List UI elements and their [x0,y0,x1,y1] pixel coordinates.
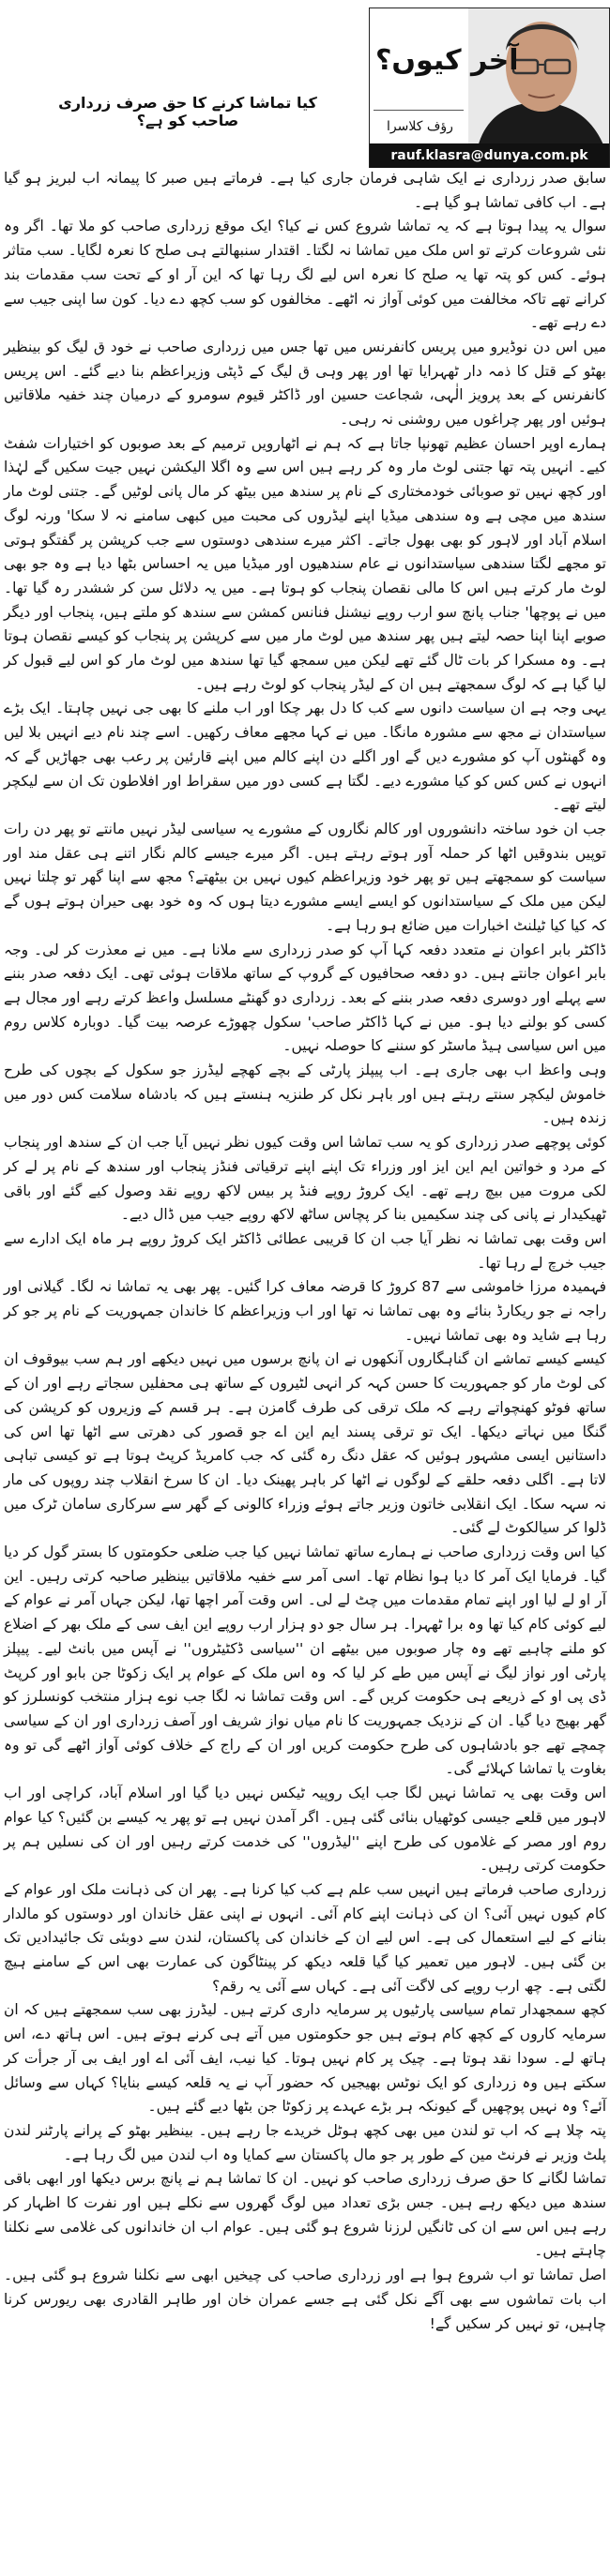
series-name: آخر کیوں؟ [375,44,519,77]
headline: کیا تماشا کرنے کا حق صرف زرداری صاحب کو ہے؟ [58,94,317,129]
author-email[interactable]: rauf.klasra@dunya.com.pk [370,143,609,168]
article-body [4,167,606,2336]
paragraph: ہمارے اوپر احسان عظیم تھونپا جاتا ہے کہ ہم نے اٹھارویں ترمیم کے بعد صوبوں کو اختیارات شفٹ کیے۔ انہیں پتہ تھا جتنی لوٹ مار وہ کر رہے ہیں اس سے وہ اگلا الیکشن نہیں جیت سکیں گے لہٰذا اور کچھ نہیں تو صوبائی خودمختاری کے نام پر سندھ میں بیٹھ کر مال پانی لوٹیں گے۔ جتنی لوٹ مار سندھ میں مچی ہے وہ سندھی میڈیا اپنے لیڈروں کی محبت میں کبھی سامنے نہ لا سکا' ورنہ لوگ اسلام آباد اور لاہور کو بھی بھول جاتے۔ اکثر میرے سندھی دوستوں سے جب کرپشن پر گفتگو ہوتی تو مجھے لگتا سندھی سیاستدانوں نے عام سندھیوں اور میڈیا میں یہ احساس بٹھا دیا ہے وہ جو بھی لوٹ مار کرتے ہیں اس کا مالی نقصان پنجاب کو ہوتا ہے۔ میں یہ دلائل سن کر ششدر رہ گیا تھا۔ میں نے پوچھا' جناب پانچ سو ارب روپے نیشنل فنانس کمشن سے سندھ کو ملتے ہیں، پنجاب اور دیگر صوبے اپنا اپنا حصہ لیتے ہیں پھر سندھ میں لوٹ مار میں سے کرپشن پر پنجاب کو کیسے نقصان ہوتا ہے۔ وہ مسکرا کر بات ٹال گئے تھے لیکن میں سمجھ گیا تھا سندھ میں لوٹ مار کو اس لیے قبول کر لیا گیا ہے کہ لوگ سمجھتے ہیں ان کے لیڈر پنجاب کو لوٹ رہے ہیں۔ [4,434,606,693]
paragraph: فہمیدہ مرزا خاموشی سے 87 کروڑ کا قرضہ معاف کرا گئیں۔ پھر بھی یہ تماشا نہ لگا۔ گیلانی اور راجہ نے جو ریکارڈ بنائے وہ بھی تماشا نہ تھا اور اب وزیراعظم کا خاندان جمہوریت کے نام پر جو کر رہا ہے شاید وہ بھی تماشا نہیں۔ [4,1278,607,1344]
paragraph: جب ان خود ساختہ دانشوروں اور کالم نگاروں کے مشورے یہ سیاسی لیڈر نہیں مانتے تو پھر دن رات توپیں بندوقیں اٹھا کر حملہ آور ہوتے رہتے ہیں۔ اگر میرے جیسے کالم نگار اتنے ہی عقل مند اور سیاست کو سمجھتے ہیں تو پھر خود وزیراعظم کیوں نہیں بن بیٹھتے؟ مجھ سے اپنا گھر تو چلتا نہیں لیکن میں ملک کے سیاستدانوں کو ایسے ایسے مشورے دیتا ہوں کہ وہ خود بھی حیران ہوتے ہوں گے کہ کیا کیا ٹیلنٹ اخبارات میں ضائع ہو رہا ہے۔ [4,820,606,934]
paragraph: یہی وجہ ہے ان سیاست دانوں سے کب کا دل بھر چکا اور اب ملنے کا بھی جی نہیں چاہتا۔ ایک بڑے سیاستدان نے مجھ سے مشورہ مانگا۔ میں نے کہا مجھے معاف رکھیں۔ اسے چند نام دیے انہیں بلا لیں وہ گھنٹوں آپ کو مشورے دیں گے اور اگلے دن اپنے کالم میں اپنے قارئین پر رعب بھی جھاڑیں گے کہ انہوں نے کس کس کو کیا مشورے دیے۔ لگتا ہے کسی دور میں سقراط اور افلاطون تک ان سے لیکچر لیتے تھے۔ [4,700,606,814]
paragraph: اس وقت بھی یہ تماشا نہیں لگا جب ایک روپیہ ٹیکس نہیں دیا گیا اور اسلام آباد، کراچی اور اب لاہور میں قلعے جیسی کوٹھیاں بنائی گئی ہیں۔ اگر آمدن نہیں ہے تو پھر یہ کیسے بن گئیں؟ کیا عوام روم اور مصر کے غلاموں کی طرح اپنے ''لیڈروں'' کی خدمت کرتے رہیں اور ان کی نسلیں ہم پر حکومت کرتی رہیں۔ [3,1785,606,1875]
author-name: رؤف کلاسرا [387,119,453,134]
paragraph: تماشا لگانے کا حق صرف زرداری صاحب کو نہیں۔ ان کا تماشا ہم نے پانچ برس دیکھا اور ابھی باقی سندھ میں دیکھ رہے ہیں۔ جس بڑی تعداد میں لوگ گھروں سے نکلے ہیں اور نفرت کا اظہار کر رہے ہیں اس سے ان کی ٹانگیں لرزنا شروع ہو گئی ہیں۔ عوام اب ان خاندانوں کی غلامی سے نکلنا چاہتے ہیں۔ [4,2170,606,2260]
column-brand-box [369,8,610,168]
paragraph: کچھ سمجھدار تمام سیاسی پارٹیوں پر سرمایہ داری کرتے ہیں۔ لیڈرز بھی سب سمجھتے ہیں کہ ان سرمایہ کاروں کے کچھ کام ہوتے ہیں جو حکومتوں میں آتے ہی کرنے ہوتے ہیں۔ اس ہاتھ دے، اس ہاتھ لے۔ سودا نقد ہوتا ہے۔ چیک پر کام نہیں ہوتا۔ کیا نیب، ایف آئی اے اور ایف بی آر جرأت کر سکتے ہیں وہ زرداری کو ایک نوٹس بھیجیں کہ حضور آپ نے یہ قلعہ کیسے بنایا؟ کہاں سے وسائل آئے؟ وہ نہیں پوچھیں گے کیونکہ ہر بڑے عہدے پر زکوٹا جن بٹھا دیے گئے ہیں۔ [4,2001,606,2116]
paragraph: سابق صدر زرداری نے ایک شاہی فرمان جاری کیا ہے۔ فرماتے ہیں صبر کا پیمانہ اب لبریز ہو گیا ہے۔ اب کافی تماشا ہو گیا ہے۔ [4,170,606,211]
paragraph: کیسے کیسے تماشے ان گناہگاروں آنکھوں نے ان پانچ برسوں میں نہیں دیکھے اور ہم سب بیوقوف ان کی لوٹ مار کو جمہوریت کا حسن کہہ کر انہی لٹیروں کے ساتھ ہی محفلیں سجاتے رہے اور ان کے ساتھ فوٹو کھنچواتے رہے کہ ملک ترقی کی طرف گامزن ہے۔ ہر قسم کے وزیروں کو کرپشن کی گنگا میں نہاتے دیکھا۔ ایک تو ترقی پسند ایم این اے جو قصور کی دھرتی سے اٹھا تھا اس کی داستانیں ایسی مشہور ہوئیں کہ عقل دنگ رہ گئی کہ جب کامریڈ کرپٹ ہوتا ہے تو کیسی تباہی لاتا ہے۔ اگلی دفعہ حلقے کے لوگوں نے اٹھا کر باہر پھینک دیا۔ ان کا سرخ انقلاب چند روپوں کی مار نہ سہہ سکا۔ ایک انقلابی خاتون وزیر جاتے ہوئے وزراء کالونی کے گھر سے سرکاری سامان ٹرک میں ڈلوا کر سیالکوٹ لے گئی۔ [4,1350,606,1537]
paragraph: اس وقت بھی تماشا نہ نظر آیا جب ان کا قریبی عطائی ڈاکٹر ایک کروڑ روپے ہر ماہ ایک ادارے سے جیب خرچ لے رہا تھا۔ [4,1229,606,1272]
paragraph: میں اس دن نوڈیرو میں پریس کانفرنس میں تھا جس میں زرداری صاحب نے خود ق لیگ کو بینظیر بھٹو کے قتل کا ذمہ دار ٹھہرایا تھا اور پھر وہی ق لیگ کے ڈپٹی وزیراعظم بنا دیے گئے۔ اس پریس کانفرنس کے بعد پرویز الٰہی، شجاعت حسین اور ڈاکٹر قیوم سومرو کے درمیان چند خفیہ ملاقاتیں ہوئیں اور پھر چراغوں میں روشنی نہ رہی۔ [4,338,606,429]
column-header [0,0,610,167]
paragraph: زرداری صاحب فرماتے ہیں انہیں سب علم ہے کب کیا کرنا ہے۔ پھر ان کی ذہانت ملک اور عوام کے کام کیوں نہیں آئی؟ ان کی ذہانت اپنے کام آئی۔ انہوں نے اپنی عقل خاندان اور دوستوں کو مالدار بنانے کے لیے استعمال کی ہے۔ اس لیے ان کے خاندان کی پاکستان، لندن سے دوبئی تک جائیدادیں تک بن گئی ہیں۔ لاہور میں تعمیر کیا گیا قلعہ دیکھ کر پینٹاگون کی عمارت بھی اس کے سامنے ہیچ لگتی ہے۔ چھ ارب روپے کی لاگت آئی ہے۔ کہاں سے آئی یہ رقم؟ [4,1880,606,1995]
paragraph: اصل تماشا تو اب شروع ہوا ہے اور زرداری صاحب کی چیخیں ابھی سے نکلنا شروع ہو گئی ہیں۔ اب بات تماشوں سے بھی آگے نکل گئی ہے جسے عمران خان اور طاہر القادری بھی ریورس کرنا چاہیں، تو نہیں کر سکیں گے! [4,2267,606,2332]
paragraph: کوئی پوچھے صدر زرداری کو یہ سب تماشا اس وقت کیوں نظر نہیں آیا جب ان کے سندھ اور پنجاب کے مرد و خواتین ایم این ایز اور وزراء تک اپنے اپنے ترقیاتی فنڈز پنجاب اور سندھ کے نام پر لے کر لکی مروت میں بیچ رہے تھے۔ ایک کروڑ روپے فنڈ پر بیس لاکھ روپے نقد وصول کیے گئے اور باقی ٹھیکیدار نے پانی کی چند سکیمیں بنا کر پچاس ساٹھ لاکھ روپے جیب میں ڈال دیے۔ [4,1134,606,1224]
paragraph: سوال یہ پیدا ہوتا ہے کہ یہ تماشا شروع کس نے کیا؟ ایک موقع زرداری صاحب کو ملا تھا۔ اگر وہ نئی شروعات کرتے تو اس ملک میں تماشا نہ لگتا۔ اقتدار سنبھالتے ہی صلح کا نعرہ لگایا۔ سب متاثر ہوئے۔ کس کو پتہ تھا یہ صلح کا نعرہ اس لیے لگ رہا تھا کہ این آر او کے تحت سب مقدمات بند کرانے تھے تاکہ مخالفت میں کوئی آواز نہ اٹھے۔ مخالفوں کو سب کچھ دے دیا۔ کون سا اپنی جیب سے دے رہے تھے۔ [4,218,606,332]
divider [374,110,464,111]
paragraph: کیا اس وقت زرداری صاحب نے ہمارے ساتھ تماشا نہیں کیا جب ضلعی حکومتوں کا بستر گول کر دیا گیا۔ فرمایا ایک آمر کا دیا ہوا نظام تھا۔ اسی آمر سے خفیہ ملاقاتیں بینظیر صاحبہ کرتی رہیں۔ این آر او لے لیا اور اپنے تمام مقدمات میں چٹ لے لی۔ اس وقت آمر اچھا تھا، لیکن جہاں آمر نے عوام کے لیے کوئی کام کیا تھا وہ برا ٹھہرا۔ ہر سال جو دو ہزار ارب روپے این ایف سی کے ملک بھر کے اضلاع کو ملنے چاہیے تھے وہ چار صوبوں میں بیٹھے ان ''سیاسی ڈکٹیٹروں'' نے آپس میں بانٹ لیے۔ پیپلز پارٹی اور نواز لیگ نے آپس میں طے کر لیا کہ وہ اس ملک کے عوام پر ایک زکوٹا جن بابو اور کرپٹ ڈی پی او کے ذریعے ہی حکومت کریں گے۔ اس وقت تماشا نہ لگا جب نوے ہزار منتخب کونسلرز کو گھر بھیج دیا گیا۔ ان کے نزدیک جمہوریت کا نام میاں نواز شریف اور آصف زرداری اور ان کے سیاسی چمچے تھے جو بادشاہوں کی طرح حکومت کریں اور ان کے راج کے خلاف کوئی آواز اٹھے گی تو وہ بغاوت یا تماشا کہلائے گی۔ [4,1544,606,1778]
paragraph: ڈاکٹر بابر اعوان نے متعدد دفعہ کہا آپ کو صدر زرداری سے ملانا ہے۔ میں نے معذرت کر لی۔ وجہ بابر اعوان جانتے ہیں۔ دو دفعہ صحافیوں کے گروپ کے ساتھ ملاقات ہوئی تھی۔ ایک دفعہ صدر بننے سے پہلے اور دوسری دفعہ صدر بننے کے بعد۔ زرداری دو گھنٹے مسلسل واعظ کرتے رہے اور مجال ہے کسی کو بولنے دیا ہو۔ میں نے کہا ڈاکٹر صاحب' سکول چھوڑے عرصہ بیت گیا۔ دوبارہ کلاس روم میں اس سیاسی ہیڈ ماسٹر کو سننے کا حوصلہ نہیں۔ [3,941,606,1055]
paragraph: وہی واعظ اب بھی جاری ہے۔ اب پیپلز پارٹی کے بچے کھچے لیڈرز جو سکول کے بچوں کی طرح خاموش لیکچر سنتے رہتے ہیں اور باہر نکل کر طنزیہ ہنستے ہیں کہ بادشاہ سلامت کس دور میں زندہ ہیں۔ [4,1062,606,1127]
author-portrait-icon [468,8,609,147]
paragraph: پتہ چلا ہے کہ اب تو لندن میں بھی کچھ ہوٹل خریدے جا رہے ہیں۔ بینظیر بھٹو کے پرانے پارٹنر لندن پلٹ وزیر نے فرنٹ مین کے طور پر جو مال پاکستان سے کمایا وہ اب لندن میں لگ رہا ہے۔ [4,2121,606,2163]
